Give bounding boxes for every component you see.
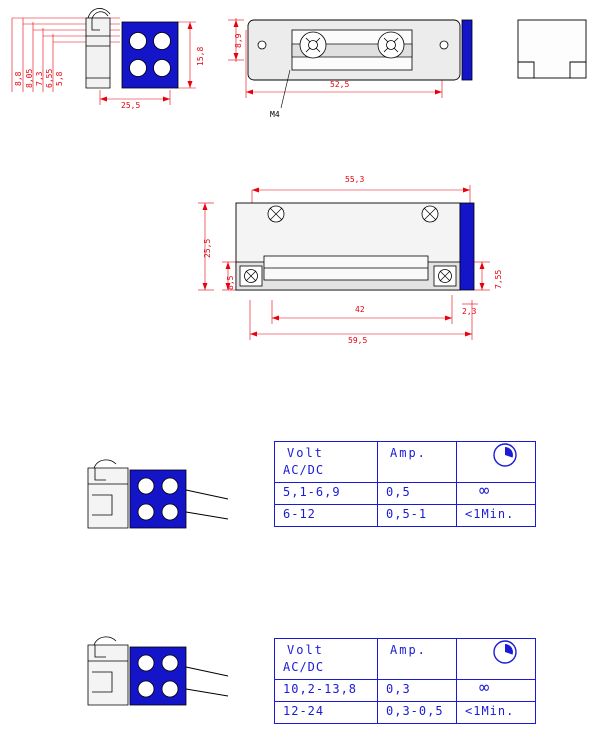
table-row-cell-duty <box>457 505 536 527</box>
table-row-cell-volt <box>275 483 378 505</box>
cell-amp-value: 0,5 <box>386 485 411 499</box>
header-volt-label: Volt <box>287 643 324 657</box>
cell-amp-value: 0,3-0,5 <box>386 704 444 718</box>
spec-table-low-voltage <box>274 441 536 527</box>
table-row-cell-duty <box>457 680 536 702</box>
dim-8-5: 8,5 <box>226 275 235 290</box>
table-row-cell-volt <box>275 505 378 527</box>
dim-55-3: 55,3 <box>345 175 365 184</box>
header-duty-cell <box>457 639 536 680</box>
table-row-cell-amp <box>378 483 457 505</box>
wiring-figure-2 <box>88 637 228 705</box>
spec-table-high-voltage <box>274 638 536 724</box>
header-amp-cell <box>378 639 457 680</box>
header-amp-label: Amp. <box>390 446 427 460</box>
dim-6-55: 6,55 <box>45 68 54 88</box>
cell-amp-value: 0,5-1 <box>386 507 428 521</box>
cell-volt-value: 5,1-6,9 <box>283 485 341 499</box>
header-duty-cell <box>457 442 536 483</box>
header-amp-label: Amp. <box>390 643 427 657</box>
cell-duty-infinity: ∞ <box>479 678 488 698</box>
front-view <box>198 185 490 340</box>
plan-view <box>228 18 472 108</box>
dim-8-9: 8,9 <box>234 33 243 48</box>
cell-amp-value: 0,3 <box>386 682 411 696</box>
dim-2-3: 2,3 <box>462 307 477 316</box>
header-volt-cell <box>275 442 378 483</box>
header-amp-cell <box>378 442 457 483</box>
cell-volt-value: 10,2-13,8 <box>283 682 358 696</box>
table-row-cell-duty <box>457 702 536 724</box>
dim-8-05: 8,05 <box>25 68 34 88</box>
wiring-figure-1 <box>88 460 228 528</box>
dim-42: 42 <box>355 305 365 314</box>
table-row-cell-duty <box>457 483 536 505</box>
dim-52-5: 52,5 <box>330 80 350 89</box>
table-row-cell-amp <box>378 680 457 702</box>
cell-duty-infinity: ∞ <box>479 481 488 501</box>
label-m4: M4 <box>270 110 280 119</box>
dim-5-8: 5,8 <box>55 71 64 86</box>
cell-volt-value: 6-12 <box>283 507 316 521</box>
table-row-cell-volt <box>275 680 378 702</box>
dim-59-5: 59,5 <box>348 336 368 345</box>
dim-7-55: 7,55 <box>494 269 503 289</box>
side-view <box>12 8 196 105</box>
dim-25-5-front: 25,5 <box>203 238 212 258</box>
cell-duty-value: <1Min. <box>465 704 515 718</box>
cell-volt-value: 12-24 <box>283 704 325 718</box>
cell-duty-value: <1Min. <box>465 507 515 521</box>
header-volt-sublabel: AC/DC <box>283 660 325 674</box>
header-volt-cell <box>275 639 378 680</box>
dim-8-8: 8,8 <box>14 71 23 86</box>
end-view <box>518 20 586 78</box>
dim-7-3: 7,3 <box>35 71 44 86</box>
header-volt-sublabel: AC/DC <box>283 463 325 477</box>
table-row-cell-amp <box>378 505 457 527</box>
table-row-cell-volt <box>275 702 378 724</box>
table-row-cell-amp <box>378 702 457 724</box>
header-volt-label: Volt <box>287 446 324 460</box>
dim-15-8: 15,8 <box>196 46 205 66</box>
dim-25-5-side: 25,5 <box>121 101 141 110</box>
